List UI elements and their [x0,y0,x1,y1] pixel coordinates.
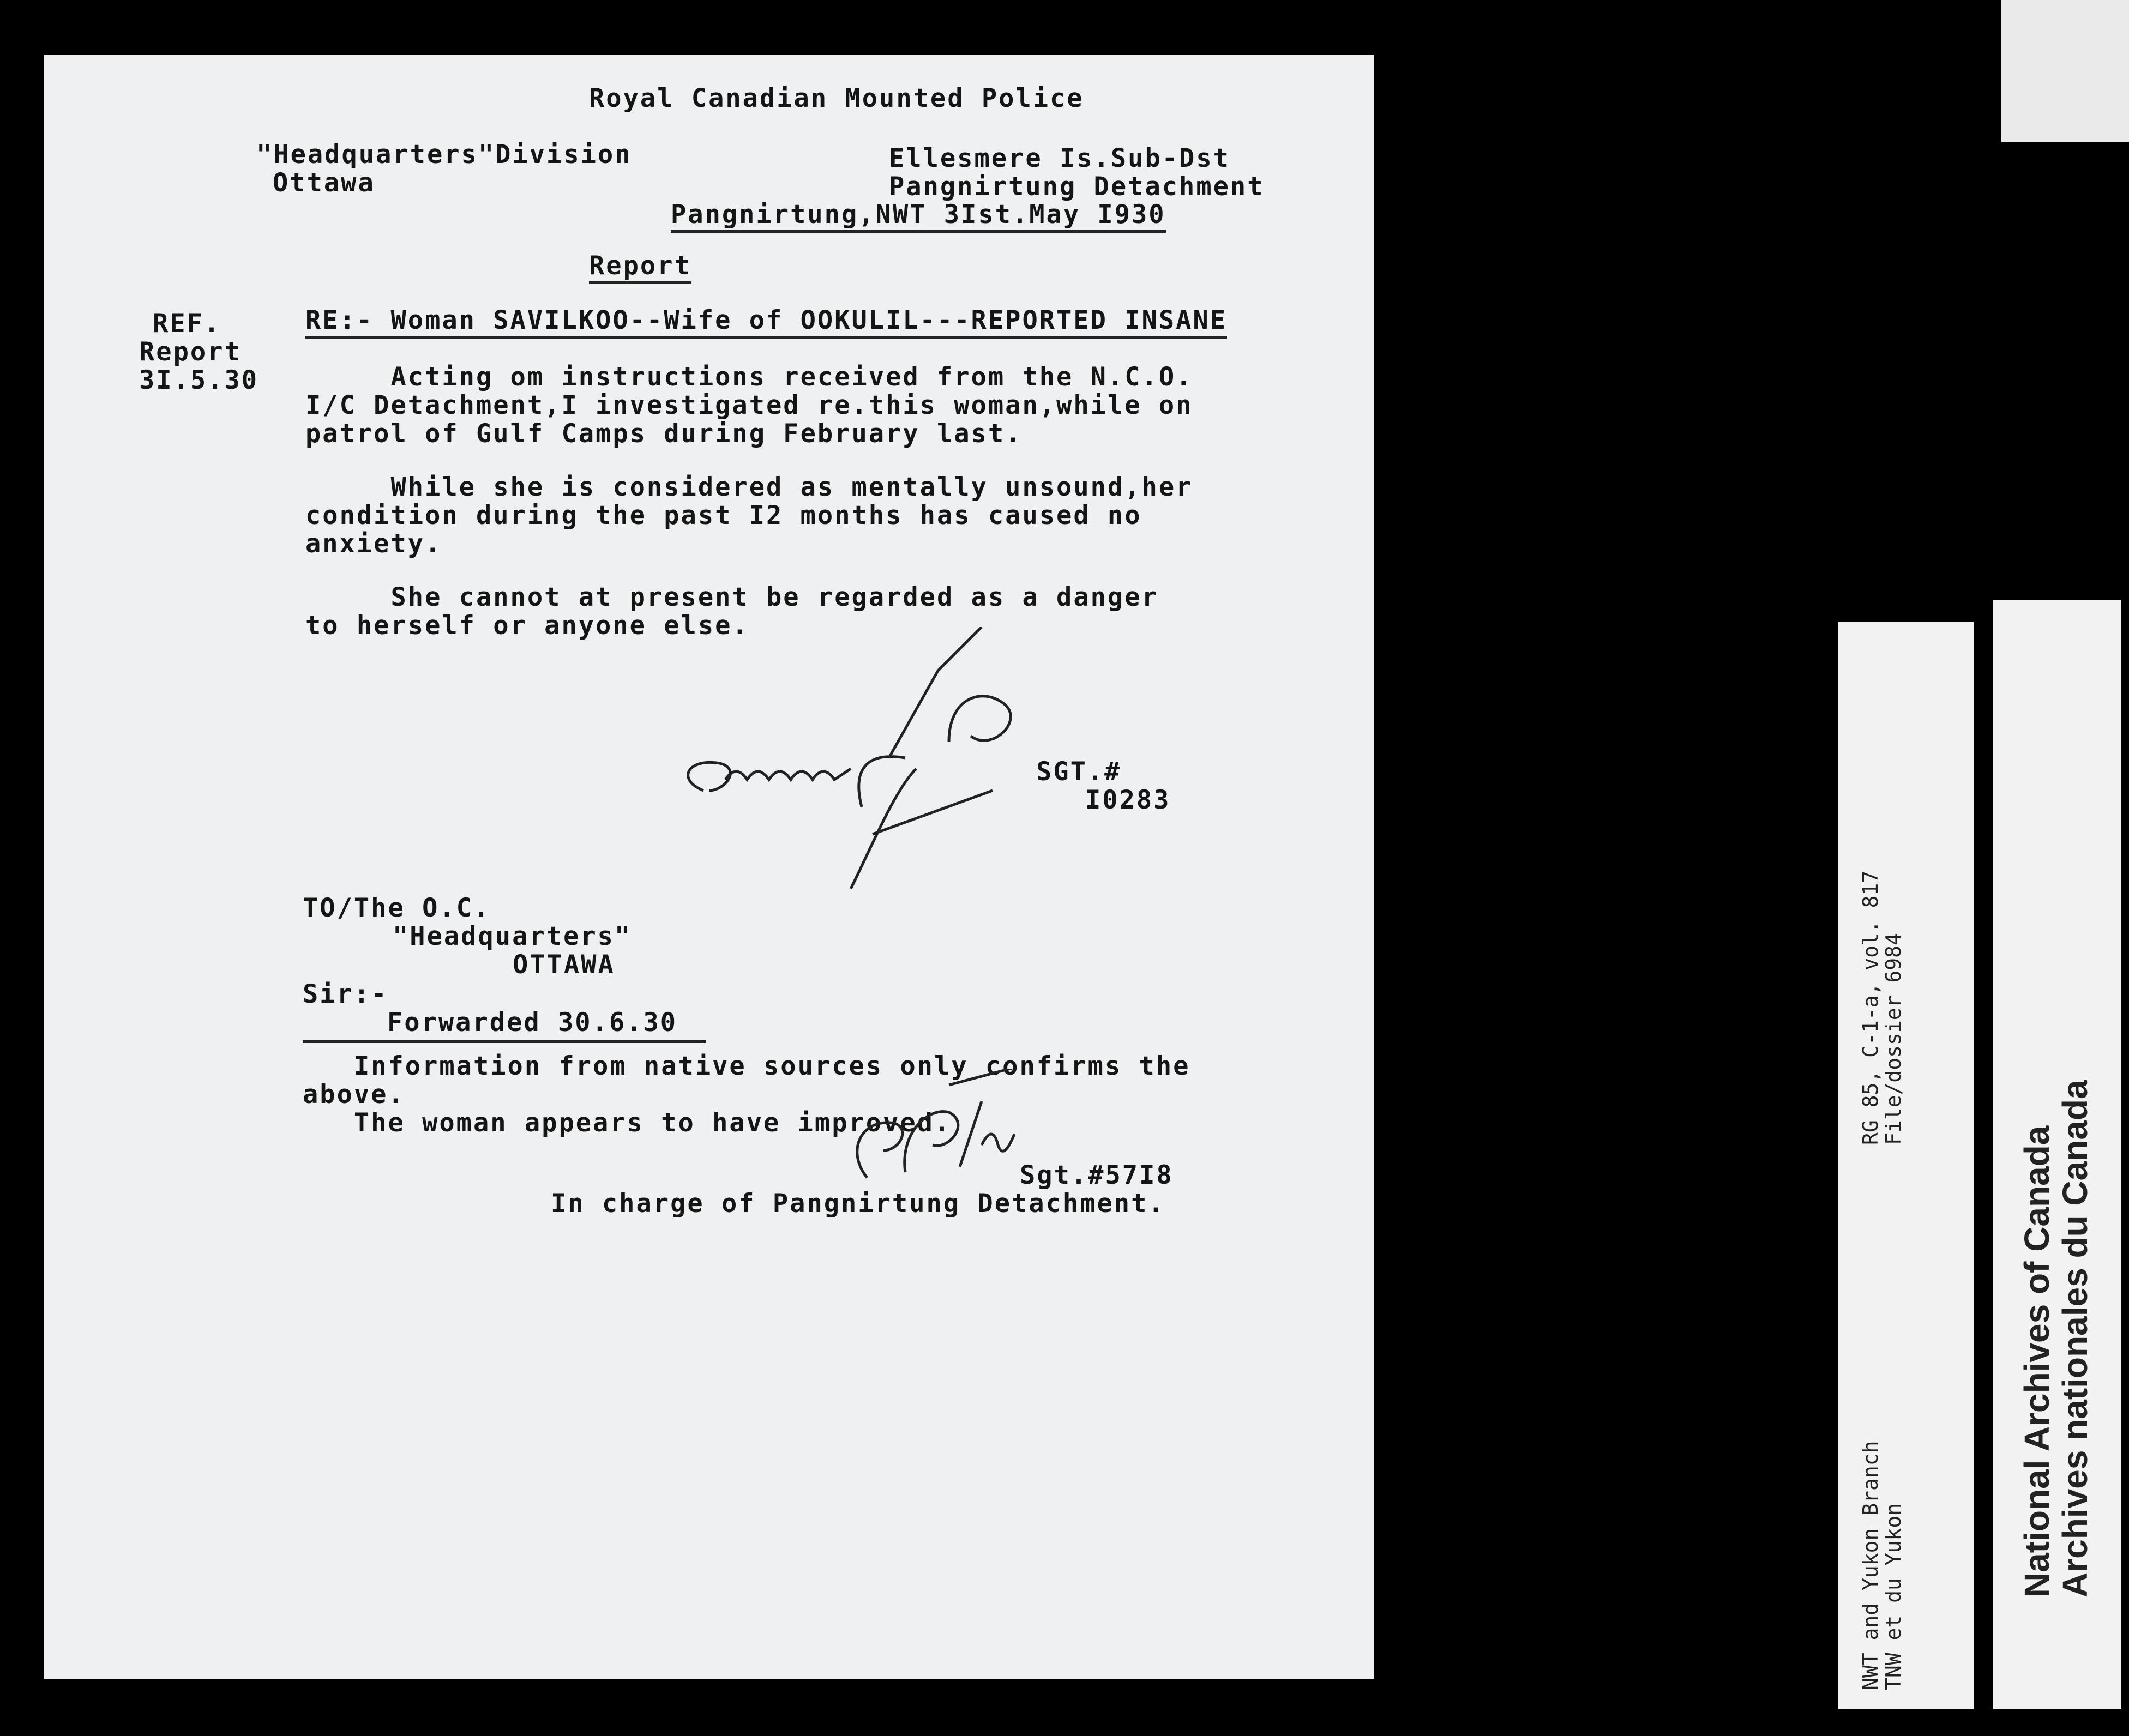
archive-name-text: National Archives of Canada Archives nationales du Canada [2017,1080,2095,1598]
forwarded-line: Forwarded 30.6.30 [387,1008,678,1038]
division-city: Ottawa [273,168,375,198]
archive-reference-label [1838,622,1974,1709]
para-line: She cannot at present be regarded as a danger [305,582,1159,612]
forwarded-underline [303,1040,706,1043]
doc-type-heading: Report [589,252,691,284]
paragraph-2 [305,473,1193,558]
archive-name-label [1993,600,2121,1709]
to-division: "Headquarters" [393,921,632,951]
ref-report: Report [139,337,242,367]
para-line: I/C Detachment,I investigated re.this woman,while on [305,390,1193,420]
sig2-title: In charge of Pangnirtung Detachment. [551,1189,1165,1219]
para-line: condition during the past I2 months has caused no [305,501,1142,531]
endorsement-line-3: The woman appears to have improved. [303,1108,952,1138]
endorsement-line-1: Information from native sources only confirms the [303,1051,1190,1081]
paragraph-1 [305,363,1193,448]
letterhead: Royal Canadian Mounted Police [589,83,1084,113]
para-line: to herself or anyone else. [305,611,749,641]
para-line: anxiety. [305,529,442,559]
sig2-rank-number: Sgt.#57I8 [1020,1160,1174,1190]
subject-line: RE:- Woman SAVILKOO--Wife of OOKULIL---REPORTED INSANE [305,306,1227,339]
para-line: Acting om instructions received from the N.C.O. [305,362,1193,392]
para-line: patrol of Gulf Camps during February last. [305,419,1023,449]
to-city: OTTAWA [513,950,615,980]
ref-label: REF. [153,309,221,339]
document-page [44,55,1374,1679]
endorsement-line-2: above. [303,1080,405,1110]
sig1-rank: SGT.# [1036,757,1122,787]
ref-date: 3I.5.30 [139,365,259,395]
subdistrict: Ellesmere Is.Sub-Dst [889,143,1230,173]
division-line: "Headquarters"Division [256,140,632,170]
para-line: While she is considered as mentally unsound,her [305,472,1193,502]
sig1-number: I0283 [1085,785,1171,815]
place-date: Pangnirtung,NWT 3Ist.May I930 [671,201,1166,233]
salutation: Sir:- [303,979,388,1009]
signature-1 [643,627,1080,954]
branch-text: NWT and Yukon Branch TNW et du Yukon [1859,1440,1905,1690]
film-edge-tab [2001,0,2129,142]
file-reference-text: RG 85, C-1-a, vol. 817 File/dossier 6984 [1859,870,1905,1145]
detachment-name: Pangnirtung Detachment [889,172,1265,202]
to-line: TO/The O.C. [303,893,491,923]
